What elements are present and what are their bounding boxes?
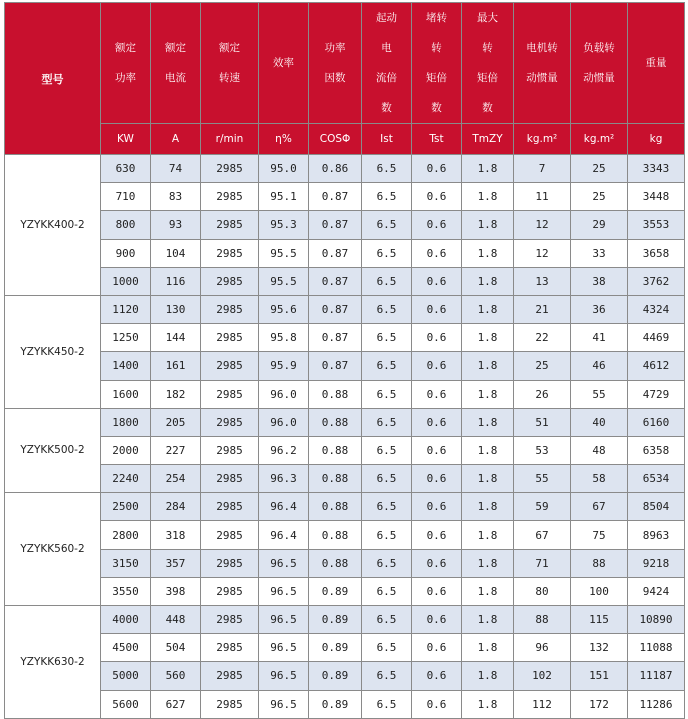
value-cell: 96.4 [259, 521, 309, 549]
value-cell: 0.87 [309, 352, 362, 380]
table-header [5, 3, 685, 155]
value-cell: 74 [151, 155, 201, 183]
value-cell: 1.8 [462, 436, 514, 464]
header-unit-2: r/min [201, 124, 259, 155]
value-cell: 2985 [201, 549, 259, 577]
value-cell: 1.8 [462, 155, 514, 183]
table-row [5, 211, 685, 239]
value-cell: 3150 [101, 549, 151, 577]
value-cell: 0.87 [309, 183, 362, 211]
header-col-5 [362, 3, 412, 124]
value-cell: 161 [151, 352, 201, 380]
table-row [5, 577, 685, 605]
value-cell: 627 [151, 690, 201, 718]
value-cell: 29 [571, 211, 628, 239]
value-cell: 0.6 [412, 690, 462, 718]
value-cell: 71 [514, 549, 571, 577]
value-cell: 95.6 [259, 295, 309, 323]
value-cell: 6.5 [362, 183, 412, 211]
value-cell: 0.6 [412, 267, 462, 295]
value-cell: 3762 [628, 267, 685, 295]
value-cell: 0.88 [309, 493, 362, 521]
value-cell: 182 [151, 380, 201, 408]
table-row [5, 239, 685, 267]
value-cell: 2985 [201, 577, 259, 605]
value-cell: 55 [514, 465, 571, 493]
header-col-7 [462, 3, 514, 124]
value-cell: 59 [514, 493, 571, 521]
value-cell: 88 [571, 549, 628, 577]
value-cell: 8963 [628, 521, 685, 549]
value-cell: 2985 [201, 295, 259, 323]
value-cell: 132 [571, 634, 628, 662]
value-cell: 6.5 [362, 324, 412, 352]
value-cell: 6.5 [362, 267, 412, 295]
value-cell: 6.5 [362, 465, 412, 493]
header-col-9 [571, 3, 628, 124]
header-col-3 [259, 3, 309, 124]
value-cell: 1.8 [462, 408, 514, 436]
value-cell: 2985 [201, 634, 259, 662]
value-cell: 710 [101, 183, 151, 211]
value-cell: 1.8 [462, 521, 514, 549]
value-cell: 1.8 [462, 465, 514, 493]
value-cell: 1.8 [462, 295, 514, 323]
table-row [5, 634, 685, 662]
value-cell: 21 [514, 295, 571, 323]
value-cell: 96.2 [259, 436, 309, 464]
value-cell: 2985 [201, 155, 259, 183]
value-cell: 1.8 [462, 239, 514, 267]
value-cell: 112 [514, 690, 571, 718]
table-row [5, 267, 685, 295]
value-cell: 3553 [628, 211, 685, 239]
value-cell: 58 [571, 465, 628, 493]
value-cell: 12 [514, 211, 571, 239]
value-cell: 1.8 [462, 606, 514, 634]
value-cell: 6.5 [362, 521, 412, 549]
header-unit-4: COSΦ [309, 124, 362, 155]
table-row [5, 408, 685, 436]
value-cell: 144 [151, 324, 201, 352]
header-col-9-line: 负载转 [583, 42, 615, 54]
header-unit-1: A [151, 124, 201, 155]
value-cell: 2800 [101, 521, 151, 549]
value-cell: 3550 [101, 577, 151, 605]
value-cell: 0.6 [412, 408, 462, 436]
value-cell: 48 [571, 436, 628, 464]
header-col-9-line: 动惯量 [583, 72, 615, 84]
value-cell: 2240 [101, 465, 151, 493]
value-cell: 0.6 [412, 465, 462, 493]
value-cell: 0.88 [309, 465, 362, 493]
value-cell: 1.8 [462, 183, 514, 211]
header-model: 型号 [5, 3, 101, 155]
header-col-4-line: 因数 [324, 72, 346, 84]
value-cell: 95.0 [259, 155, 309, 183]
value-cell: 83 [151, 183, 201, 211]
table-row [5, 380, 685, 408]
value-cell: 26 [514, 380, 571, 408]
value-cell: 3448 [628, 183, 685, 211]
value-cell: 4500 [101, 634, 151, 662]
table-row [5, 549, 685, 577]
value-cell: 6.5 [362, 436, 412, 464]
value-cell: 0.6 [412, 324, 462, 352]
header-col-10 [628, 3, 685, 124]
value-cell: 11187 [628, 662, 685, 690]
value-cell: 95.8 [259, 324, 309, 352]
value-cell: 398 [151, 577, 201, 605]
value-cell: 0.6 [412, 606, 462, 634]
value-cell: 25 [571, 183, 628, 211]
value-cell: 2985 [201, 606, 259, 634]
value-cell: 0.88 [309, 408, 362, 436]
value-cell: 9424 [628, 577, 685, 605]
value-cell: 1.8 [462, 352, 514, 380]
value-cell: 11286 [628, 690, 685, 718]
value-cell: 4729 [628, 380, 685, 408]
value-cell: 0.6 [412, 295, 462, 323]
value-cell: 318 [151, 521, 201, 549]
value-cell: 7 [514, 155, 571, 183]
value-cell: 6.5 [362, 211, 412, 239]
value-cell: 2985 [201, 465, 259, 493]
value-cell: 2985 [201, 690, 259, 718]
table-row [5, 521, 685, 549]
value-cell: 2985 [201, 324, 259, 352]
value-cell: 0.88 [309, 436, 362, 464]
header-col-3-line: 效率 [273, 57, 294, 69]
value-cell: 4324 [628, 295, 685, 323]
value-cell: 0.89 [309, 690, 362, 718]
value-cell: 55 [571, 380, 628, 408]
value-cell: 36 [571, 295, 628, 323]
header-unit-5: Ist [362, 124, 412, 155]
header-unit-10: kg [628, 124, 685, 155]
model-cell: YZYKK630-2 [5, 606, 101, 719]
header-col-7-line: 矩倍 [477, 72, 498, 84]
value-cell: 1.8 [462, 662, 514, 690]
value-cell: 51 [514, 408, 571, 436]
header-col-4-line: 功率 [324, 42, 346, 54]
value-cell: 6.5 [362, 577, 412, 605]
header-col-5-line: 流倍 [376, 72, 397, 84]
value-cell: 8504 [628, 493, 685, 521]
value-cell: 95.3 [259, 211, 309, 239]
value-cell: 0.88 [309, 549, 362, 577]
value-cell: 0.6 [412, 436, 462, 464]
value-cell: 0.89 [309, 662, 362, 690]
value-cell: 0.87 [309, 324, 362, 352]
value-cell: 0.6 [412, 549, 462, 577]
value-cell: 1.8 [462, 493, 514, 521]
header-col-0 [101, 3, 151, 124]
header-col-7-line: 最大 [477, 12, 498, 24]
value-cell: 95.9 [259, 352, 309, 380]
value-cell: 0.87 [309, 211, 362, 239]
value-cell: 3343 [628, 155, 685, 183]
value-cell: 96.5 [259, 634, 309, 662]
value-cell: 41 [571, 324, 628, 352]
value-cell: 6.5 [362, 408, 412, 436]
table-row [5, 606, 685, 634]
header-col-5-line: 起动 [376, 12, 397, 24]
header-col-8-line: 电机转 [526, 42, 558, 54]
value-cell: 2000 [101, 436, 151, 464]
value-cell: 0.6 [412, 239, 462, 267]
model-cell: YZYKK400-2 [5, 155, 101, 296]
value-cell: 12 [514, 239, 571, 267]
value-cell: 1600 [101, 380, 151, 408]
value-cell: 0.87 [309, 239, 362, 267]
value-cell: 6.5 [362, 634, 412, 662]
value-cell: 6.5 [362, 352, 412, 380]
table-row [5, 352, 685, 380]
value-cell: 88 [514, 606, 571, 634]
header-col-6-line: 矩倍 [426, 72, 447, 84]
value-cell: 2500 [101, 493, 151, 521]
value-cell: 102 [514, 662, 571, 690]
value-cell: 116 [151, 267, 201, 295]
header-col-7-line: 转 [482, 42, 493, 54]
table-row [5, 662, 685, 690]
value-cell: 96.0 [259, 408, 309, 436]
value-cell: 448 [151, 606, 201, 634]
value-cell: 0.88 [309, 380, 362, 408]
value-cell: 3658 [628, 239, 685, 267]
value-cell: 2985 [201, 267, 259, 295]
value-cell: 0.6 [412, 662, 462, 690]
value-cell: 6.5 [362, 549, 412, 577]
header-unit-3: η% [259, 124, 309, 155]
value-cell: 96.5 [259, 662, 309, 690]
value-cell: 0.6 [412, 155, 462, 183]
header-unit-0: KW [101, 124, 151, 155]
value-cell: 96.5 [259, 577, 309, 605]
value-cell: 95.1 [259, 183, 309, 211]
value-cell: 0.6 [412, 211, 462, 239]
header-col-8-line: 动惯量 [526, 72, 558, 84]
value-cell: 104 [151, 239, 201, 267]
value-cell: 2985 [201, 521, 259, 549]
header-col-2 [201, 3, 259, 124]
value-cell: 1.8 [462, 577, 514, 605]
value-cell: 6.5 [362, 295, 412, 323]
value-cell: 357 [151, 549, 201, 577]
value-cell: 630 [101, 155, 151, 183]
value-cell: 67 [514, 521, 571, 549]
table-row [5, 436, 685, 464]
value-cell: 96.4 [259, 493, 309, 521]
value-cell: 1120 [101, 295, 151, 323]
value-cell: 2985 [201, 662, 259, 690]
value-cell: 1800 [101, 408, 151, 436]
header-col-2-line: 额定 [219, 42, 240, 54]
model-cell: YZYKK560-2 [5, 493, 101, 606]
value-cell: 6.5 [362, 493, 412, 521]
value-cell: 67 [571, 493, 628, 521]
value-cell: 2985 [201, 380, 259, 408]
value-cell: 4000 [101, 606, 151, 634]
table-row [5, 465, 685, 493]
motor-spec-table [4, 2, 685, 719]
value-cell: 0.6 [412, 183, 462, 211]
value-cell: 205 [151, 408, 201, 436]
value-cell: 2985 [201, 493, 259, 521]
header-col-10-line: 重量 [645, 57, 667, 69]
value-cell: 96.5 [259, 606, 309, 634]
value-cell: 13 [514, 267, 571, 295]
value-cell: 1400 [101, 352, 151, 380]
value-cell: 254 [151, 465, 201, 493]
header-col-2-line: 转速 [219, 72, 240, 84]
value-cell: 95.5 [259, 239, 309, 267]
header-unit-8: kg.m² [514, 124, 571, 155]
value-cell: 504 [151, 634, 201, 662]
value-cell: 33 [571, 239, 628, 267]
value-cell: 2985 [201, 352, 259, 380]
value-cell: 2985 [201, 183, 259, 211]
value-cell: 2985 [201, 408, 259, 436]
header-unit-6: Tst [412, 124, 462, 155]
value-cell: 40 [571, 408, 628, 436]
value-cell: 6.5 [362, 380, 412, 408]
value-cell: 0.87 [309, 295, 362, 323]
value-cell: 0.87 [309, 267, 362, 295]
model-cell: YZYKK500-2 [5, 408, 101, 493]
table-body [5, 155, 685, 719]
value-cell: 22 [514, 324, 571, 352]
header-col-7-line: 数 [482, 102, 493, 114]
value-cell: 2985 [201, 211, 259, 239]
value-cell: 0.89 [309, 634, 362, 662]
value-cell: 6.5 [362, 155, 412, 183]
value-cell: 1.8 [462, 380, 514, 408]
value-cell: 560 [151, 662, 201, 690]
value-cell: 5000 [101, 662, 151, 690]
header-col-6-line: 堵转 [426, 12, 447, 24]
header-unit-9: kg.m² [571, 124, 628, 155]
value-cell: 53 [514, 436, 571, 464]
value-cell: 6.5 [362, 239, 412, 267]
value-cell: 96.3 [259, 465, 309, 493]
value-cell: 115 [571, 606, 628, 634]
header-col-1-line: 电流 [165, 72, 186, 84]
header-col-6-line: 转 [431, 42, 442, 54]
header-col-6 [412, 3, 462, 124]
value-cell: 284 [151, 493, 201, 521]
header-col-5-line: 数 [381, 102, 392, 114]
value-cell: 93 [151, 211, 201, 239]
value-cell: 9218 [628, 549, 685, 577]
model-cell: YZYKK450-2 [5, 295, 101, 408]
value-cell: 4469 [628, 324, 685, 352]
value-cell: 0.6 [412, 634, 462, 662]
header-col-0-line: 功率 [115, 72, 136, 84]
value-cell: 11 [514, 183, 571, 211]
value-cell: 0.6 [412, 380, 462, 408]
table-row [5, 690, 685, 718]
value-cell: 6160 [628, 408, 685, 436]
header-col-0-line: 额定 [115, 42, 136, 54]
value-cell: 2985 [201, 436, 259, 464]
value-cell: 6534 [628, 465, 685, 493]
value-cell: 96 [514, 634, 571, 662]
table-row [5, 493, 685, 521]
value-cell: 25 [514, 352, 571, 380]
value-cell: 1000 [101, 267, 151, 295]
value-cell: 1.8 [462, 634, 514, 662]
table-row [5, 183, 685, 211]
value-cell: 1.8 [462, 549, 514, 577]
value-cell: 172 [571, 690, 628, 718]
value-cell: 95.5 [259, 267, 309, 295]
value-cell: 25 [571, 155, 628, 183]
value-cell: 6.5 [362, 606, 412, 634]
value-cell: 1.8 [462, 267, 514, 295]
value-cell: 46 [571, 352, 628, 380]
value-cell: 75 [571, 521, 628, 549]
value-cell: 6.5 [362, 662, 412, 690]
value-cell: 0.89 [309, 606, 362, 634]
header-col-5-line: 电 [381, 42, 392, 54]
value-cell: 38 [571, 267, 628, 295]
value-cell: 96.5 [259, 690, 309, 718]
value-cell: 96.5 [259, 549, 309, 577]
value-cell: 1.8 [462, 690, 514, 718]
value-cell: 5600 [101, 690, 151, 718]
table-row [5, 155, 685, 183]
value-cell: 6.5 [362, 690, 412, 718]
value-cell: 96.0 [259, 380, 309, 408]
header-col-8 [514, 3, 571, 124]
value-cell: 100 [571, 577, 628, 605]
value-cell: 1.8 [462, 211, 514, 239]
value-cell: 0.6 [412, 521, 462, 549]
header-col-4 [309, 3, 362, 124]
value-cell: 0.88 [309, 521, 362, 549]
value-cell: 1250 [101, 324, 151, 352]
table-row [5, 295, 685, 323]
value-cell: 0.86 [309, 155, 362, 183]
header-unit-7: TmZY [462, 124, 514, 155]
value-cell: 1.8 [462, 324, 514, 352]
value-cell: 800 [101, 211, 151, 239]
value-cell: 4612 [628, 352, 685, 380]
value-cell: 130 [151, 295, 201, 323]
header-col-6-line: 数 [431, 102, 442, 114]
value-cell: 11088 [628, 634, 685, 662]
header-col-1-line: 额定 [165, 42, 186, 54]
value-cell: 2985 [201, 239, 259, 267]
table-row [5, 324, 685, 352]
value-cell: 0.6 [412, 493, 462, 521]
value-cell: 227 [151, 436, 201, 464]
value-cell: 900 [101, 239, 151, 267]
value-cell: 151 [571, 662, 628, 690]
value-cell: 0.6 [412, 352, 462, 380]
value-cell: 10890 [628, 606, 685, 634]
value-cell: 80 [514, 577, 571, 605]
value-cell: 6358 [628, 436, 685, 464]
value-cell: 0.89 [309, 577, 362, 605]
header-col-1 [151, 3, 201, 124]
value-cell: 0.6 [412, 577, 462, 605]
